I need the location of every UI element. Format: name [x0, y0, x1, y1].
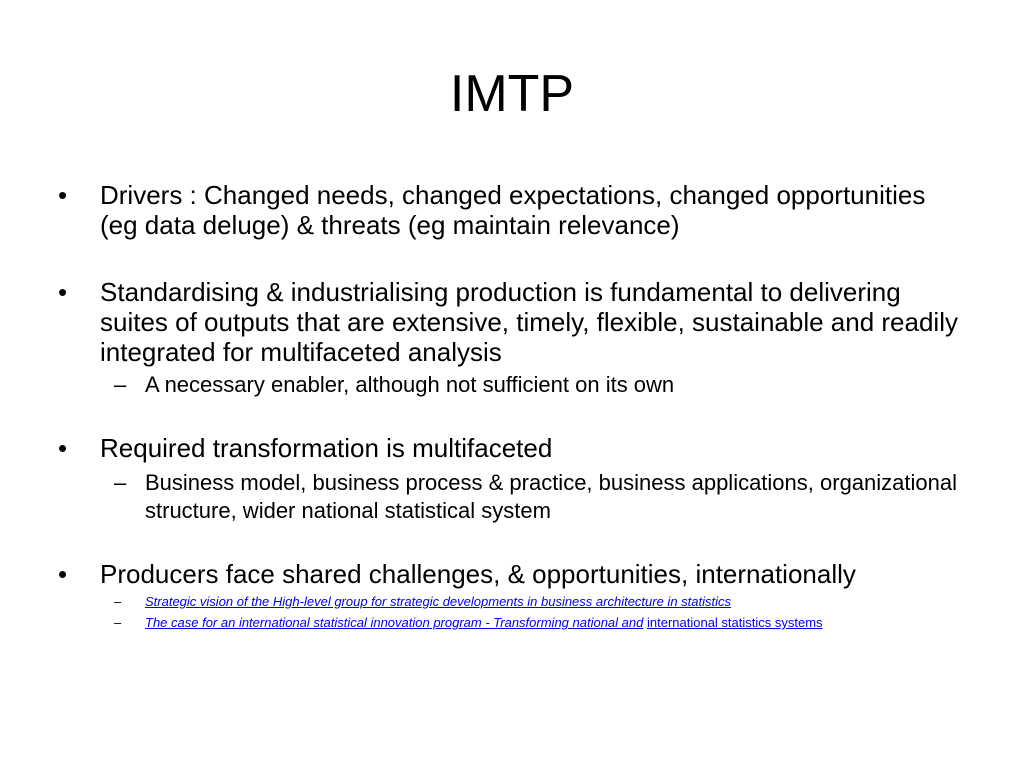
bullet-producers [58, 559, 958, 589]
slide-title: IMTP [449, 65, 575, 123]
sub-bullet-text: A necessary enabler, although not sufficient on its own [145, 372, 675, 397]
link-case-international-program[interactable]: The case for an international statistical innovation program - Transforming national and [145, 615, 644, 630]
bullet-marker: • [58, 277, 68, 307]
sub-bullet-text: Business model, business process & practice, business applications, organizational structure, wider national statistical system [145, 470, 957, 523]
bullet-transformation [58, 433, 958, 463]
link-international-statistics-systems[interactable]: international statistics systems [646, 615, 823, 630]
bullet-marker: • [58, 433, 68, 463]
link-strategic-vision[interactable]: Strategic vision of the High-level group for strategic developments in business architecture in statistics [145, 594, 732, 609]
bullet-marker: • [58, 559, 68, 589]
bullet-standardising [58, 277, 958, 367]
sub-bullet-enabler [58, 371, 958, 399]
sub-bullet-link-strategic-vision [58, 591, 958, 612]
bullet-text: Producers face shared challenges, & opportunities, internationally [100, 559, 856, 589]
slide-content [58, 180, 958, 633]
bullet-text: Drivers : Changed needs, changed expectations, changed opportunities (eg data deluge) & threats (eg maintain relevance) [100, 180, 926, 240]
sub-bullet-marker: – [114, 615, 122, 630]
sub-bullet-marker: – [114, 470, 127, 495]
bullet-text: Required transformation is multifaceted [100, 433, 553, 463]
sub-bullet-business-model [58, 469, 958, 525]
sub-bullet-marker: – [114, 594, 122, 609]
bullet-marker: • [58, 180, 68, 210]
bullet-drivers [58, 180, 958, 240]
bullet-text: Standardising & industrialising production is fundamental to delivering suites of outputs that are extensive, timely, flexible, sustainable and readily integrated for multifaceted analysis [100, 277, 958, 367]
sub-bullet-link-case-international [58, 612, 958, 633]
sub-bullet-marker: – [114, 372, 127, 397]
